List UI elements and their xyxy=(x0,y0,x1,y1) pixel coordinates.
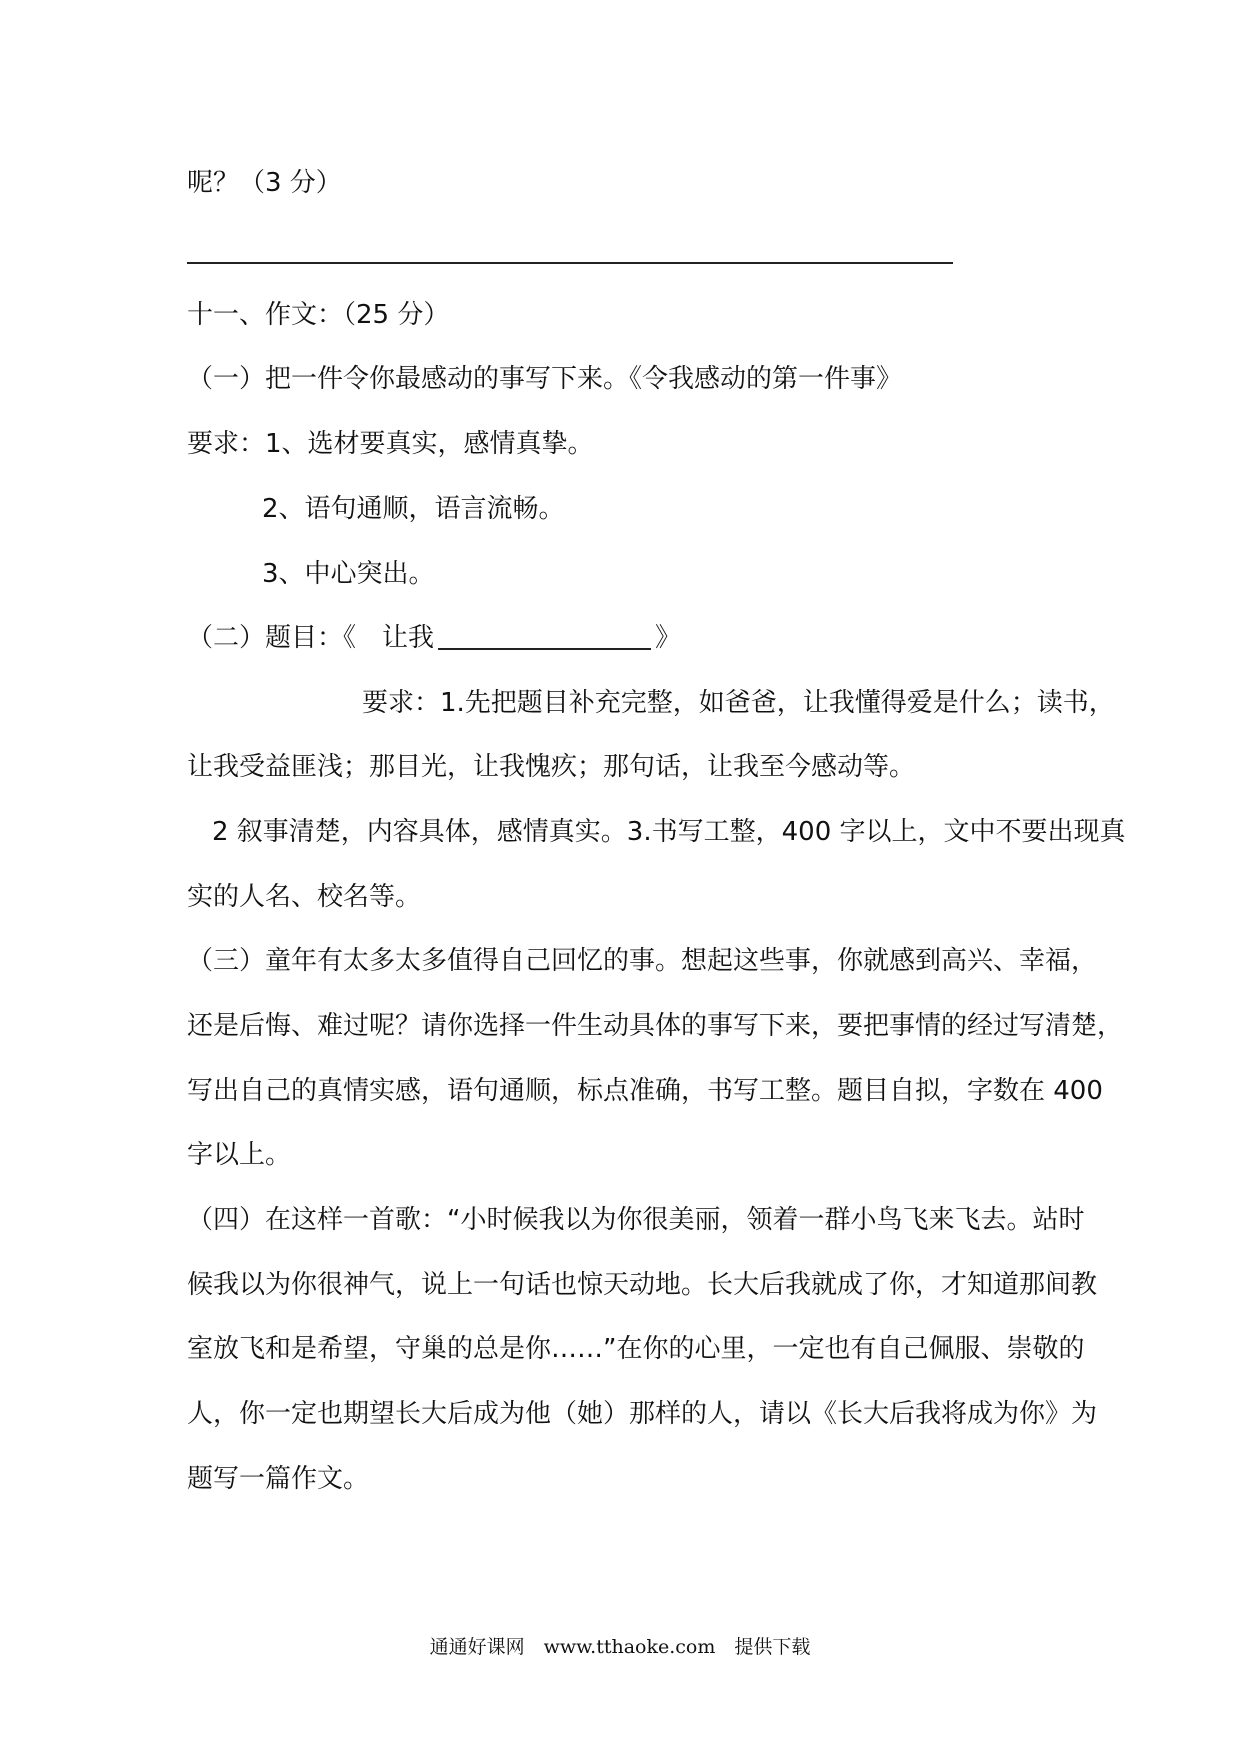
title-prompt-end: 》 xyxy=(655,623,682,653)
text-line: 候我以为你很神气，说上一句话也惊天动地。长大后我就成了你，才知道那间教 xyxy=(187,1270,1098,1300)
text-line: 呢？（3 分） xyxy=(187,168,342,198)
text-line: 题写一篇作文。 xyxy=(187,1464,370,1494)
text-line: 字以上。 xyxy=(187,1140,292,1170)
title-prompt-line xyxy=(187,621,681,655)
text-line: 2 叙事清楚，内容具体，感情真实。3.书写工整，400 字以上，文中不要出现真 xyxy=(212,817,1126,847)
text-line: 3、中心突出。 xyxy=(262,559,435,589)
text-line: 人，你一定也期望长大后成为他（她）那样的人，请以《长大后我将成为你》为 xyxy=(187,1399,1098,1429)
text-line: 要求：1、选材要真实，感情真挚。 xyxy=(187,429,594,459)
answer-line xyxy=(187,262,953,264)
text-line: 实的人名、校名等。 xyxy=(187,882,422,912)
text-line: 还是后悔、难过呢？请你选择一件生动具体的事写下来，要把事情的经过写清楚， xyxy=(187,1011,1124,1041)
text-line: 写出自己的真情实感，语句通顺，标点准确，书写工整。题目自拟，字数在 400 xyxy=(187,1076,1103,1106)
text-line: （三）童年有太多太多值得自己回忆的事。想起这些事，你就感到高兴、幸福， xyxy=(187,946,1098,976)
text-line: 让我受益匪浅；那目光，让我愧疚；那句话，让我至今感动等。 xyxy=(187,752,916,782)
page-footer: 通通好课网 www.tthaoke.com 提供下载 xyxy=(429,1636,811,1658)
text-line: （一）把一件令你最感动的事写下来。《令我感动的第一件事》 xyxy=(187,364,903,394)
text-line: （四）在这样一首歌：“小时候我以为你很美丽，领着一群小鸟飞来飞去。站时 xyxy=(187,1205,1085,1235)
text-line: 室放飞和是希望，守巢的总是你……”在你的心里，一定也有自己佩服、崇敬的 xyxy=(187,1334,1085,1364)
title-prompt-text: （二）题目：《 让我 xyxy=(187,623,435,653)
section-heading: 十一、作文：（25 分） xyxy=(187,300,450,330)
text-line: 2、语句通顺，语言流畅。 xyxy=(262,494,565,524)
fill-in-blank xyxy=(438,622,651,650)
text-line: 要求：1.先把题目补充完整，如爸爸，让我懂得爱是什么；读书， xyxy=(362,688,1115,718)
